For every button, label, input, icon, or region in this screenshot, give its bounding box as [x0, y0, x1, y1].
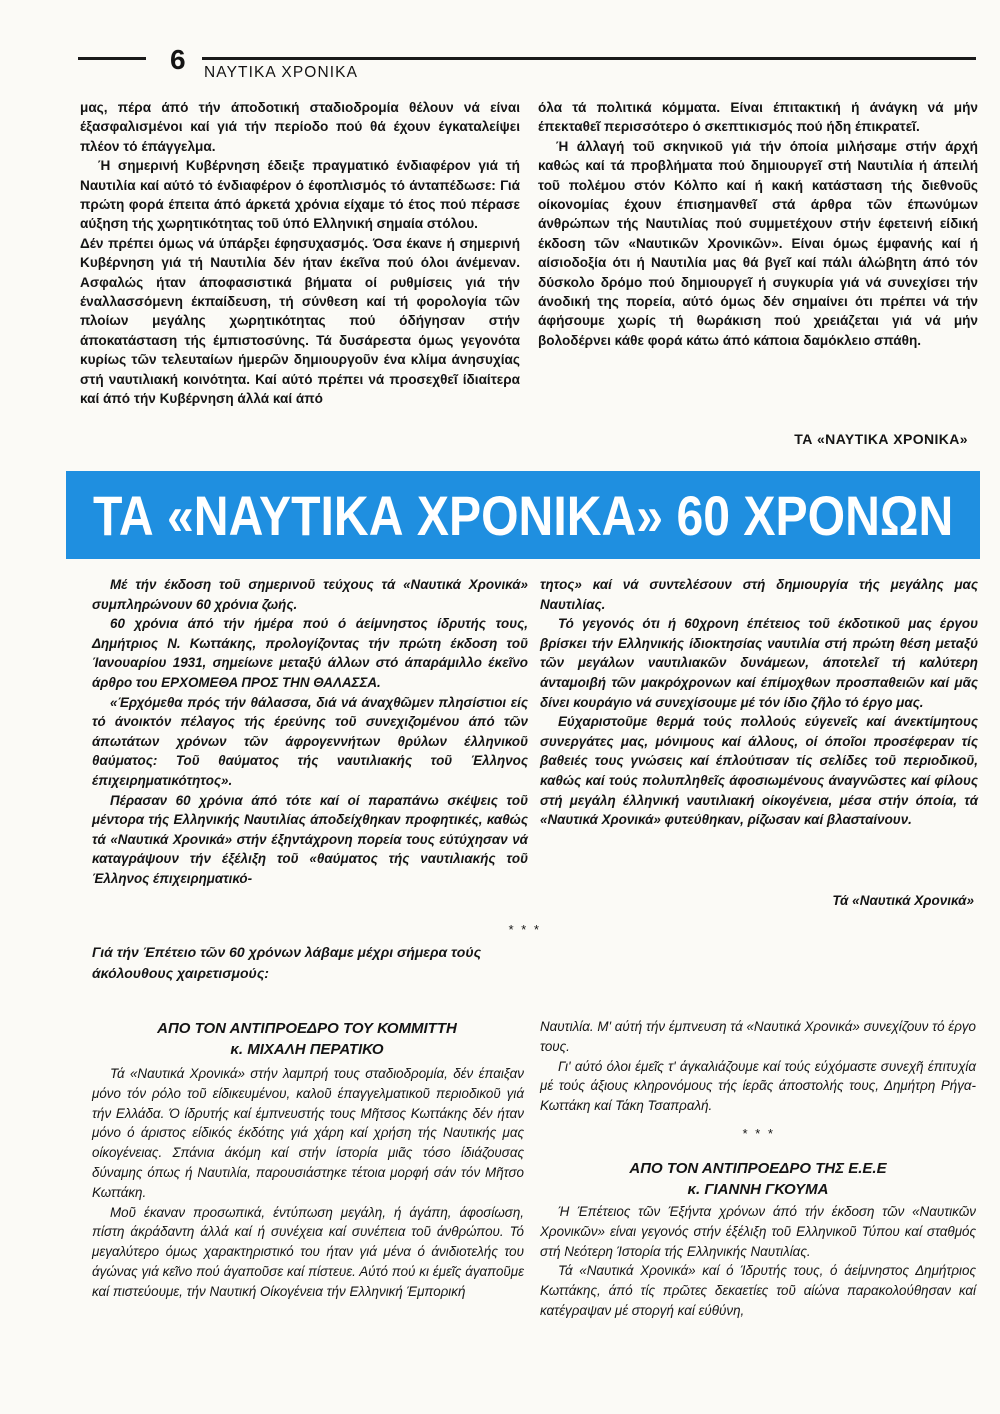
paragraph: Ή Έπέτειος τῶν Έξήντα χρόνων άπό τήν έκδοση τῶν «Ναυτικῶν Χρονικῶν» είναι γεγονός στήν έξέλιξη τοῦ Ελληνικοῦ Τύπου καί σταθμός στή Νεότερη Ίστορία τής Ελληνικής Ναυτιλίας.	[540, 1204, 976, 1259]
paragraph: 60 χρόνια άπό τήν ήμέρα πού ό άείμνηστος ίδρυτής τους, Δημήτριος Ν. Κωττάκης, προλογίζοντας τήν πρώτη έκδοση τοῦ Ίανουαρίου 1931, σημείωνε μεταξύ άλλων στό άπαράμιλλο έκεῖνο άρθρο του ΕΡΧΟΜΕΘΑ ΠΡΟΣ ΤΗΝ ΘΑΛΑΣΣΑ.	[92, 616, 528, 690]
anniversary-banner	[66, 471, 980, 559]
paragraph: Εύχαριστοῦμε θερμά τούς πολλούς εύγενεῖς καί άνεκτίμητους συνεργάτες μας, μόνιμους καί άλλους, οί όποῖοι προσέφεραν τίς βαθειές τους γνώσεις καί έπλούτισαν τίς σελίδες τοῦ περιοδικοῦ, καθώς καί τούς πολυπληθεῖς άφοσιωμένους άναγνῶστες καί φίλους στή μεγάλη έλληνική ναυτιλιακή οίκογένεια, μέσα στήν όποία, τά «Ναυτικά Χρονικά» φυτεύθηκαν, ρίζωσαν καί βλασταίνουν.	[540, 714, 978, 828]
greeting-2-heading-line2: κ. ΓΙΑΝΝΗ ΓΚΟΥΜΑ	[687, 1181, 829, 1198]
anniversary-right-column	[540, 575, 978, 830]
publication-name: ΝΑΥΤΙΚΑ ΧΡΟΝΙΚΑ	[204, 64, 359, 81]
separator-stars-2: * * *	[742, 1126, 775, 1141]
separator-stars: * * *	[508, 922, 541, 937]
paragraph: Τά «Ναυτικά Χρονικά» στήν λαμπρή τους σταδιοδρομία, δέν έπαιξαν μόνο τόν ρόλο τοῦ είδικευμένου, καλοῦ έπαγγελματικοῦ περιοδικοῦ γιά τήν Ελλάδα. Ό ίδρυτής καί έμπνευστής τους Μῆτσος Κωττάκης δέν ήταν μόνο ό άριστος είδικός έκδότης γιά χάρη καί χρήση τής Ναυτικής μας οίκογένειας. Σπάνια άκόμη καί στήν ίστορία μιᾶς τόσο ίδιάζουσας δύναμης όπως ή Ναυτιλία, παρουσιάστηκε τέτοια μορφή σάν τόν Μῆτσο Κωττάκη.	[92, 1066, 524, 1200]
paragraph: Τό γεγονός ότι ή 60χρονη έπέτειος τοῦ έκδοτικοῦ μας έργου βρίσκει τήν Ελληνικής ίδιοκτησίας ναυτιλία στή πρώτη θέση μεταξύ τῶν μεγάλων ναυτιλιακῶν δυνάμεων, άποτελεῖ τή καλύτερη άνταμοιβή τῶν μακρόχρονων καί έπίμοχθων προσπαθειῶν καί μᾶς δίνει κουράγιο νά συνεχίσουμε μέ τόν ίδιο ζῆλο τό έργο μας.	[540, 616, 978, 710]
greeting-1-heading	[92, 1018, 522, 1060]
paragraph: Γι' αύτό όλοι έμεῖς τ' άγκαλιάζουμε καί τούς εύχόμαστε συνεχῆ έπιτυχία μέ τούς άξιους κληρονόμους τής ίερᾶς άποστολής τους, Δημήτρη Ρήγα-Κωττάκη καί Τάκη Τσαπραλή.	[540, 1058, 976, 1114]
greeting-intro: Γιά τήν Έπέτειο τῶν 60 χρόνων λάβαμε μέχρι σήμερα τούς άκόλουθους χαιρετισμούς:	[92, 944, 482, 981]
anniversary-left-column	[92, 575, 528, 889]
greeting-1-left-column	[92, 1064, 524, 1302]
paragraph: Ή άλλαγή τοῦ σκηνικοῦ γιά τήν όποία μιλήσαμε στήν άρχή καθώς καί τά προβλήματα πού δημιουργεῖ στή Ναυτιλία ή άπειλή τοῦ πολέμου στόν Κόλπο καί ή κακή κατάσταση τής διεθνοῦς οίκονομίας έχουν έπισημανθεῖ στά άρθρα τῶν έπωνύμων άνθρώπων τής Ναυτιλίας πού συμμετέχουν στήν έφετεινή είδική έκδοση τῶν «Ναυτικῶν Χρονικῶν». Είναι όμως έμφανής καί ή αίσιοδοξία ότι ή Ναυτιλία μας θά βγεῖ καί πάλι άλώβητη άπό τόν δύσκολο δρόμο πού δημιουργεῖ ή συγκυρία γιά νά συνεχίσει τήν άνοδική της πορεία, αύτό όμως δέν σημαίνει ότι πρέπει νά τήν άφήσουμε χωρίς τή θωράκιση πού χρειάζεται γιά νά μήν βολοδέρνει κάθε φορά κάτω άπό κάποια δαμόκλειο σπάθη.	[538, 138, 978, 348]
greeting-1-heading-line1: ΑΠΟ ΤΟΝ ΑΝΤΙΠΡΟΕΔΡΟ ΤΟΥ ΚΟΜΜΙΤΤΗ	[157, 1020, 457, 1037]
paragraph: Μέ τήν έκδοση τοῦ σημερινοῦ τεύχους τά «Ναυτικά Χρονικά» συμπληρώνουν 60 χρόνια ζωής.	[92, 577, 528, 612]
paragraph: Δέν πρέπει όμως νά ύπάρξει έφησυχασμός. Όσα έκανε ή σημερινή Κυβέρνηση γιά τή Ναυτιλία δέν ήταν έκεῖνα πού όλοι άνέμεναν. Ασφαλώς ήταν άποφασιστικά βήματα οί ρυθμίσεις γιά τήν έναλλασσόμενη έκπαίδευση, τή σύνθεση καί τή φορολογία τῶν πλοίων μεγάλης χωρητικότητας πού όδήγησαν στήν άποκατάσταση τής έμπιστοσύνης. Τά δυσάρεστα όμως γεγονότα κυρίως τῶν τελευταίων ήμερῶν δημιουργοῦν ένα κλίμα άνησυχίας στή ναυτιλιακή κοινότητα. Καί αύτό πρέπει νά προσεχθεῖ ίδιαίτερα καί άπό τήν Κυβέρνηση άλλά καί άπό	[80, 235, 520, 407]
anniversary-signature: Τά «Ναυτικά Χρονικά»	[832, 893, 974, 908]
paragraph: τητος» καί νά συντελέσουν στή δημιουργία τής μεγάλης μας Ναυτιλίας.	[540, 577, 978, 612]
top-article-signature: ΤΑ «ΝΑΥΤΙΚΑ ΧΡΟΝΙΚΑ»	[794, 431, 968, 447]
header-rule-left	[78, 57, 146, 60]
greeting-1-heading-line2: κ. ΜΙΧΑΛΗ ΠΕΡΑΤΙΚΟ	[230, 1041, 384, 1058]
paragraph: Μοῦ έκαναν προσωπικά, έντύπωση μεγάλη, ή άγάπη, άφοσίωση, πίστη άκράδαντη άλλά καί ή συνέχεια καί συνέπεια τοῦ άνθρώπου. Τό μεγαλύτερο όμως χαρακτηριστικό του ήταν γιά μένα ό άνιδιοτελής του άγώνας γιά κεῖνο πού άγαποῦσε καί πίστευε. Αύτό πού κι έμεῖς άγαποῦμε καί πιστεύουμε, τήν Ναυτική Οίκογένεια τήν Ελληνική Έμπορική	[92, 1204, 524, 1299]
banner-title: ΤΑ «ΝΑΥΤΙΚΑ ΧΡΟΝΙΚΑ» 60 ΧΡΟΝΩΝ	[92, 483, 954, 547]
greeting-1-right-column	[540, 1017, 976, 1116]
page-header	[78, 44, 976, 86]
paragraph: Τά «Ναυτικά Χρονικά» καί ό Ίδρυτής τους, ό άείμνηστος Δημήτριος Κωττάκης, άπό τίς πρῶτες δεκαετίες τοῦ αίώνα παρακολούθησαν καί κατέγραψαν μέ στοργή καί εύθύνη,	[540, 1263, 976, 1318]
page-number: 6	[170, 44, 186, 75]
header-rule-right	[202, 57, 976, 60]
paragraph: όλα τά πολιτικά κόμματα. Είναι έπιτακτική ή άνάγκη νά μήν έπεκταθεῖ περισσότερο ό σκεπτικισμός πού ήδη έπικρατεῖ.	[538, 100, 978, 135]
paragraph: μας, πέρα άπό τήν άποδοτική σταδιοδρομία θέλουν νά είναι έξασφαλισμένοι καί γιά τήν περίοδο πού θά έχουν έγκαταλείψει πλέον τό έπάγγελμα.	[80, 100, 520, 154]
greeting-2-heading-line1: ΑΠΟ ΤΟΝ ΑΝΤΙΠΡΟΕΔΡΟ ΤΗΣ Ε.Ε.Ε	[629, 1160, 887, 1177]
top-article-right-column	[538, 98, 978, 350]
paragraph: Ή σημερινή Κυβέρνηση έδειξε πραγματικό ένδιαφέρον γιά τή Ναυτιλία καί αύτό τό ένδιαφέρον ό έφοπλισμός τό άνταπέδωσε: Γιά πρώτη φορά έπειτα άπό άρκετά χρόνια είχαμε τό έτος πού πέρασε αύξηση τής χωρητικότητας τοῦ ύπό Ελληνική σημαία στόλου.	[80, 158, 520, 232]
paragraph: Πέρασαν 60 χρόνια άπό τότε καί οί παραπάνω σκέψεις τοῦ μέντορα τής Ελληνικής Ναυτιλίας άποδείχθηκαν προφητικές, καθώς τά «Ναυτικά Χρονικά» στήν έξηντάχρονη πορεία τους εύτύχησαν νά καταγράψουν τήν έξέλιξη τοῦ «θαύματος τής ναυτιλιακής τοῦ Έλληνος έπιχειρηματικό-	[92, 792, 528, 886]
top-article-left-column	[80, 98, 520, 409]
paragraph: «Έρχόμεθα πρός τήν θάλασσα, διά νά άναχθῶμεν πλησίστιοι είς τό άνοικτόν πέλαγος τής έρεύνης τοῦ συνεχιζομένου άπό τῶν άπωτάτων χρόνων τῶν άφρογεννήτων θρύλων έλληνικοῦ θαύματος: Τοῦ θαύματος τής ναυτιλιακής τοῦ Έλληνος έπιχειρηματικότητος».	[92, 694, 528, 788]
greeting-2-column	[540, 1202, 976, 1321]
paragraph: Ναυτιλία. Μ' αύτή τήν έμπνευση τά «Ναυτικά Χρονικά» συνεχίζουν τό έργο τους.	[540, 1019, 976, 1054]
greeting-2-heading	[540, 1158, 976, 1200]
